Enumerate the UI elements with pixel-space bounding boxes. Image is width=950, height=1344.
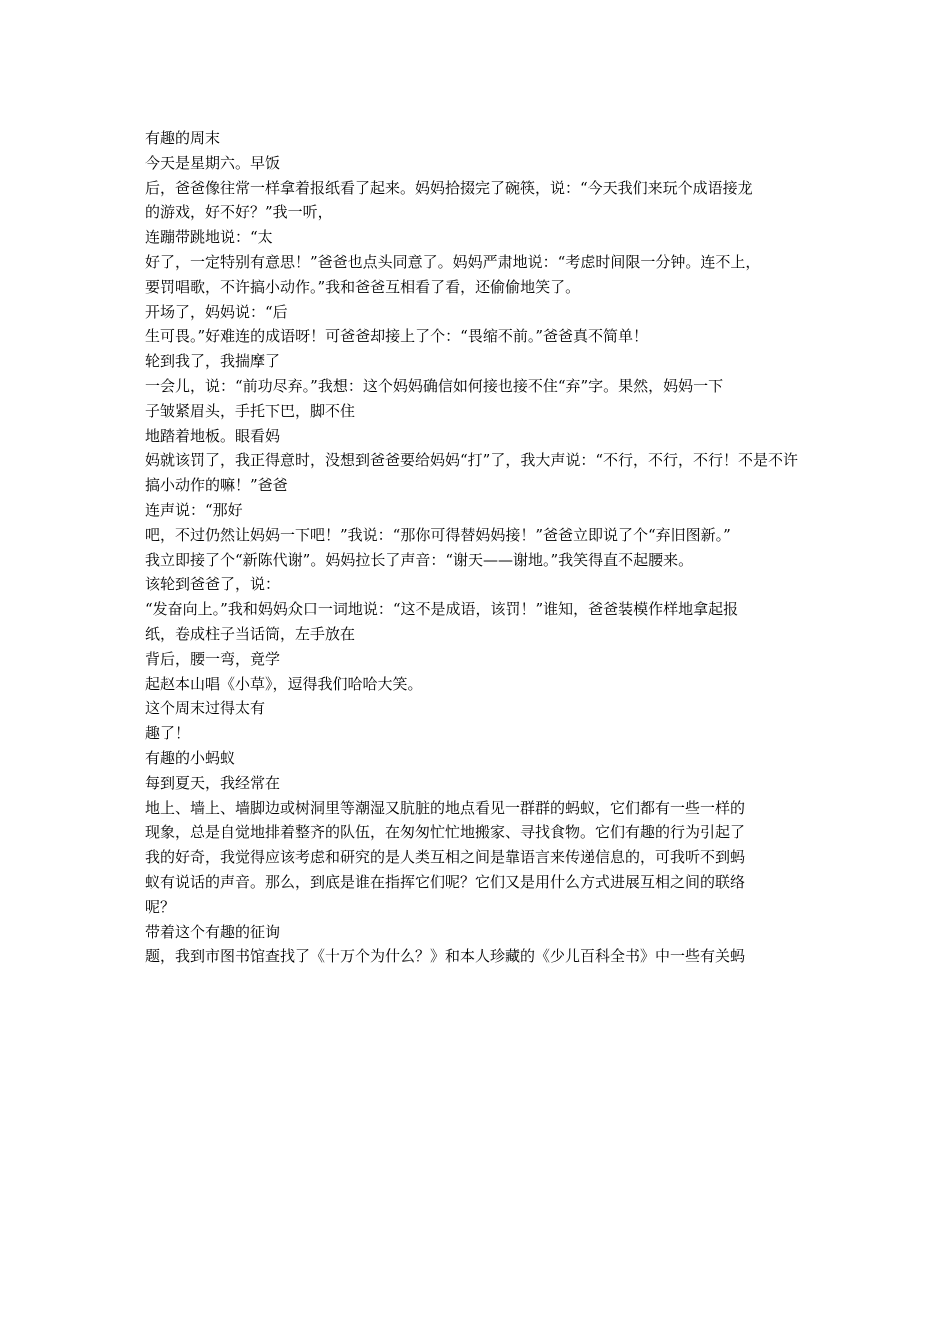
text-line: 今天是星期六。早饭 <box>145 153 281 172</box>
text-line: “发奋向上。”我和妈妈众口一词地说：“这不是成语，该罚！”谁知，爸爸装模作样地拿起报 <box>145 600 739 619</box>
text-line: 我的好奇，我觉得应该考虑和研究的是人类互相之间是靠语言来传递信息的，可我听不到蚂 <box>145 848 746 867</box>
text-line: 地踏着地板。眼看妈 <box>145 426 281 445</box>
title-line: 有趣的小蚂蚁 <box>145 748 236 767</box>
text-line: 子皱紧眉头，手托下巴，脚不住 <box>145 401 356 420</box>
text-line: 连声说：“那好 <box>145 500 243 519</box>
text-line: 这个周末过得太有 <box>145 699 266 718</box>
document-body <box>145 126 807 969</box>
text-line: 起赵本山唱《小草》，逗得我们哈哈大笑。 <box>145 674 423 693</box>
text-line: 后，爸爸像往常一样拿着报纸看了起来。妈妈拾掇完了碗筷，说：“今天我们来玩个成语接龙 <box>145 178 753 197</box>
text-line: 地上、墙上、墙脚边或树洞里等潮湿又肮脏的地点看见一群群的蚂蚁，它们都有一些一样的 <box>145 798 746 817</box>
text-line: 现象，总是自觉地排着整齐的队伍，在匆匆忙忙地搬家、寻找食物。它们有趣的行为引起了 <box>145 823 746 842</box>
text-line: 生可畏。”好难连的成语呀！可爸爸却接上了个：“畏缩不前。”爸爸真不简单！ <box>145 327 649 346</box>
text-line: 要罚唱歌，不许搞小动作。”我和爸爸互相看了看，还偷偷地笑了。 <box>145 277 581 296</box>
text-line: 呢？ <box>145 897 176 916</box>
text-line: 我立即接了个“新陈代谢”。妈妈拉长了声音：“谢天——谢地。”我笑得直不起腰来。 <box>145 550 694 569</box>
text-line: 题，我到市图书馆查找了《十万个为什么？》和本人珍藏的《少儿百科全书》中一些有关蚂 <box>145 947 746 966</box>
text-line: 每到夏天，我经常在 <box>145 773 281 792</box>
title-line: 有趣的周末 <box>145 129 221 147</box>
text-line: 连蹦带跳地说：“太 <box>145 228 273 247</box>
text-line: 妈就该罚了，我正得意时，没想到爸爸要给妈妈“打”了，我大声说：“不行，不行，不行！不是不许搞小动作的嘛！”爸爸 <box>145 451 799 495</box>
text-line: 趣了！ <box>145 724 191 743</box>
text-line: 吧，不过仍然让妈妈一下吧！”我说：“那你可得替妈妈接！”爸爸立即说了个“弃旧图新。” <box>145 525 731 544</box>
text-line: 该轮到爸爸了，说： <box>145 575 281 594</box>
text-line: 背后，腰一弯，竟学 <box>145 649 281 668</box>
text-line: 带着这个有趣的征询 <box>145 922 281 941</box>
text-line: 纸，卷成柱子当话筒，左手放在 <box>145 624 356 643</box>
text-line: 一会儿，说：“前功尽弃。”我想：这个妈妈确信如何接也接不住“弃”字。果然，妈妈一下 <box>145 376 724 395</box>
text-line: 蚁有说话的声音。那么，到底是谁在指挥它们呢？它们又是用什么方式进展互相之间的联络 <box>145 872 746 891</box>
text-line: 的游戏，好不好？”我一听， <box>145 203 333 222</box>
text-line: 开场了，妈妈说：“后 <box>145 302 288 321</box>
text-line: 轮到我了，我揣摩了 <box>145 352 281 371</box>
text-line: 好了，一定特别有意思！”爸爸也点头同意了。妈妈严肃地说：“考虑时间限一分钟。连不上， <box>145 252 761 271</box>
